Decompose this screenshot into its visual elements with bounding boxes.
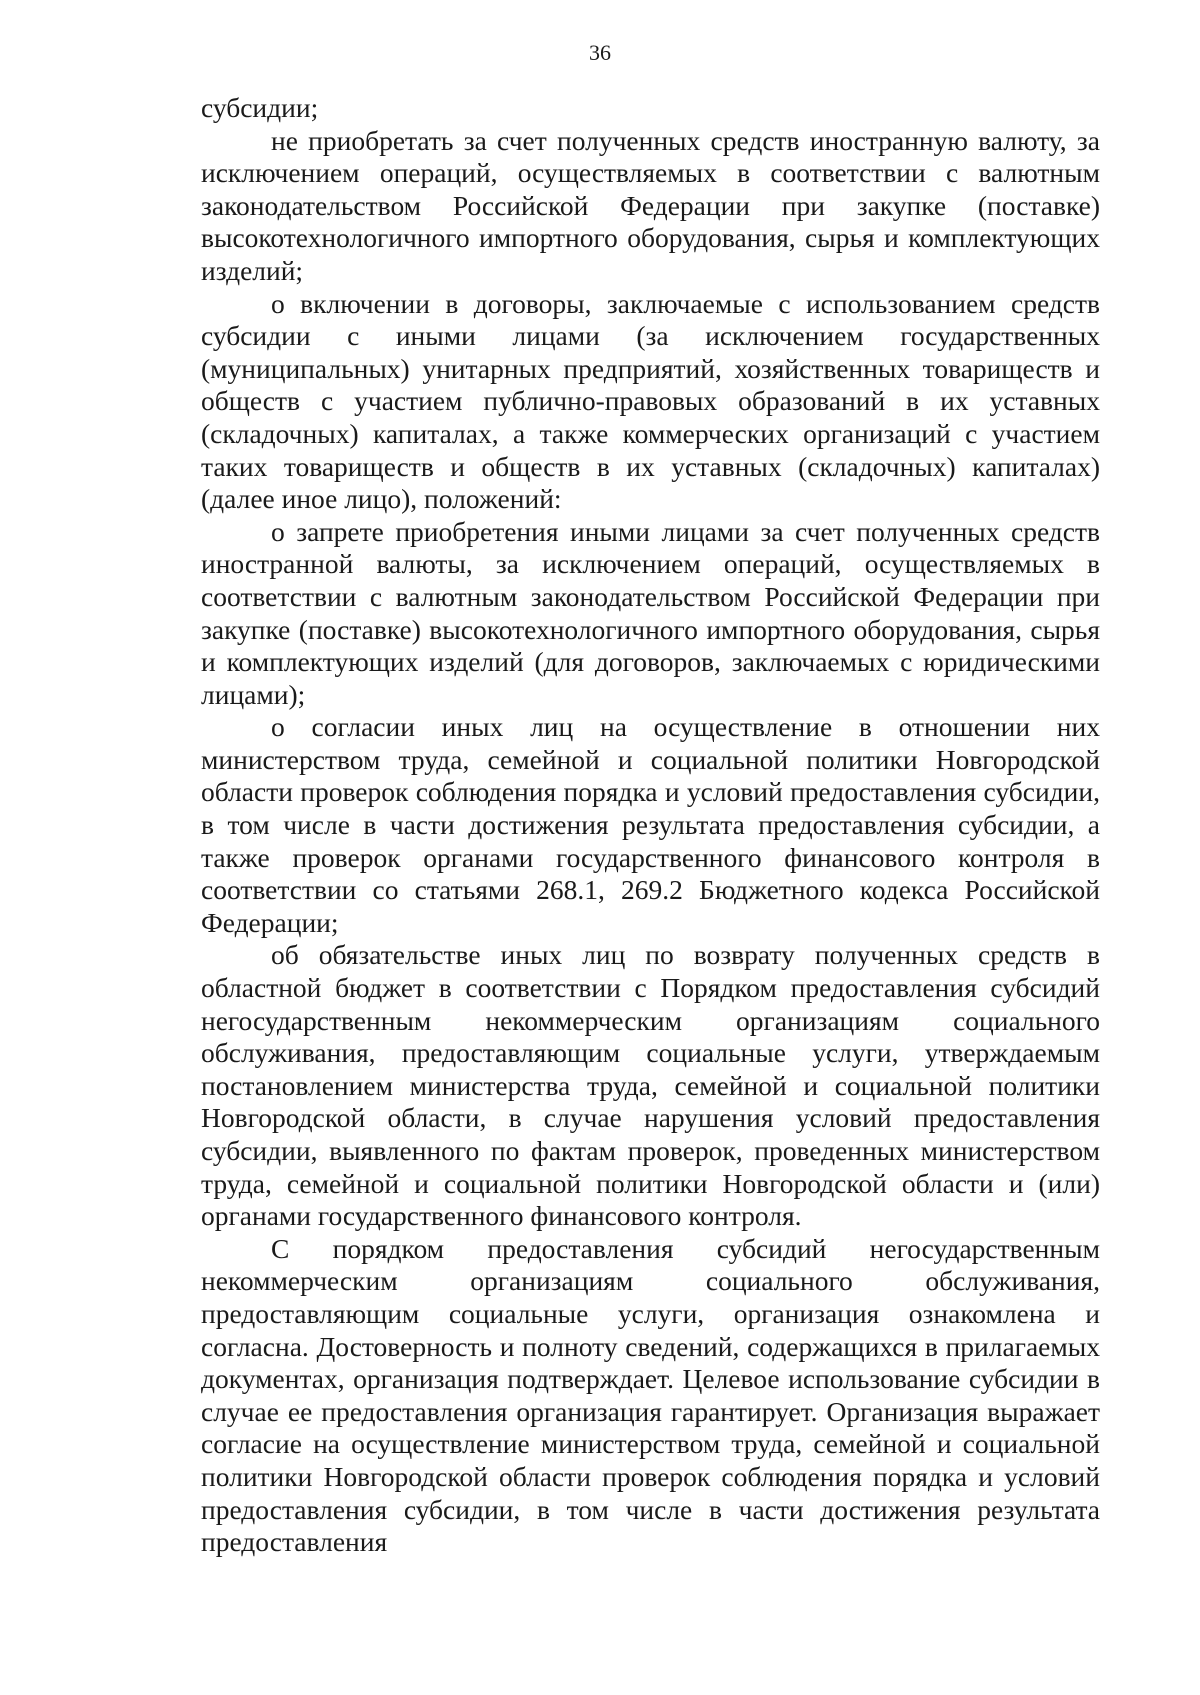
paragraph-2: не приобретать за счет полученных средств иностранную валюту, за исключением операций, осуществляемых в соответствии с валютным законодательством Российской Федерации при закупке (поставке) высокотехнологичного импортного оборудования, сырья и комплектующих изделий;	[201, 124, 1100, 286]
paragraph-4: о запрете приобретения иными лицами за счет полученных средств иностранной валюты, за исключением операций, осуществляемых в соответствии с валютным законодательством Российской Федерации при закупке (поставке) высокотехнологичного импортного оборудования, сырья и комплектующих изделий (для договоров, заключаемых с юридическими лицами);	[201, 515, 1100, 710]
paragraph-1: субсидии;	[201, 92, 319, 123]
paragraph-5: о согласии иных лиц на осуществление в отношении них министерством труда, семейной и социальной политики Новгородской области проверок соблюдения порядка и условий предоставления субсидии, в том числе в части достижения результата предоставления субсидии, а также проверок органами государственного финансового контроля в соответствии со статьями 268.1, 269.2 Бюджетного кодекса Российской Федерации;	[201, 711, 1100, 938]
paragraph-6: об обязательстве иных лиц по возврату полученных средств в областной бюджет в соответствии с Порядком предоставления субсидий негосударственным некоммерческим организациям социального обслуживания, предоставляющим социальные услуги, утверждаемым постановлением министерства труда, семейной и социальной политики Новгородской области, в случае нарушения условий предоставления субсидии, выявленного по фактам проверок, проведенных министерством труда, семейной и социальной политики Новгородской области и (или) органами государственного финансового контроля.	[201, 939, 1100, 1232]
document-body	[201, 92, 1100, 1559]
page-number: 36	[589, 40, 611, 65]
paragraph-7: С порядком предоставления субсидий негосударственным некоммерческим организациям социального обслуживания, предоставляющим социальные услуги, организация ознакомлена и согласна. Достоверность и полноту сведений, содержащихся в прилагаемых документах, организация подтверждает. Целевое использование субсидии в случае ее предоставления организация гарантирует. Организация выражает согласие на осуществление министерством труда, семейной и социальной политики Новгородской области проверок соблюдения порядка и условий предоставления субсидии, в том числе в части достижения результата предоставления	[201, 1232, 1100, 1558]
paragraph-3: о включении в договоры, заключаемые с использованием средств субсидии с иными лицами (за исключением государственных (муниципальных) унитарных предприятий, хозяйственных товариществ и обществ с участием публично-правовых образований в их уставных (складочных) капиталах, а также коммерческих организаций с участием таких товариществ и обществ в их уставных (складочных) капиталах) (далее иное лицо), положений:	[201, 287, 1100, 515]
